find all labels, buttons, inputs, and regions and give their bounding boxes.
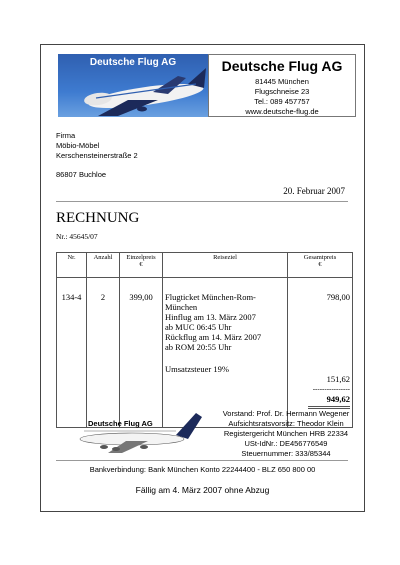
header-divider [56,201,348,202]
company-city: 81445 München [255,77,309,86]
company-phone: Tel.: 089 457757 [254,97,310,106]
header-nr: Nr. [57,253,87,278]
footer-steuer: Steuernummer: 333/85344 [241,449,331,458]
description-line: ab ROM 20:55 Uhr [165,342,232,352]
footer-register: Registergericht München HRB 22334 [223,429,349,438]
company-banner [58,54,208,117]
due-date: Fällig am 4. März 2007 ohne Abzug [135,485,270,495]
header-einzelpreis [120,253,163,278]
table-header-row [57,253,353,278]
invoice-number: Nr.: 45645/07 [56,232,98,241]
row-gesamtpreis-cell [288,278,353,428]
banner-title: Deutsche Flug AG [89,57,177,68]
row-einzelpreis: 399,00 [120,278,163,428]
company-name: Deutsche Flug AG [221,58,343,74]
header-reiseziel: Reiseziel [163,253,288,278]
header-gesamtpreis [288,253,353,278]
header-gesamtpreis-unit: € [318,261,322,268]
footer-divider [56,460,348,461]
description-line: Rückflug am 14. März 2007 [165,332,262,342]
recipient-city: 86807 Buchloe [56,170,107,179]
footer-logo [56,407,211,455]
invoice-items-table [56,252,353,428]
invoice-date: 20. Februar 2007 [283,186,345,196]
recipient-street: Kerschensteinerstraße 2 [56,151,138,160]
tax-value: 151,62 [326,374,350,384]
row-description [163,278,288,428]
sum-separator: ---------------- [312,385,350,393]
invoice-page [40,44,365,512]
description-line: Hinflug am 13. März 2007 [165,312,256,322]
table-row [57,278,353,428]
row-anzahl: 2 [87,278,120,428]
row-gesamtpreis: 798,00 [326,292,350,302]
description-line: ab MUC 06:45 Uhr [165,322,232,332]
company-street: Flugschneise 23 [254,87,310,96]
bank-details: Bankverbindung: Bank München Konto 22244400 - BLZ 650 800 00 [89,465,316,474]
footer-airplane-icon [56,407,211,455]
footer-ustid: USt-IdNr.: DE456776549 [244,439,328,448]
footer-vorstand: Vorstand: Prof. Dr. Hermann Wegener [222,409,350,418]
invoice-title: RECHNUNG [56,210,140,226]
company-web: www.deutsche-flug.de [245,107,319,116]
airplane-illustration [58,54,208,117]
invoice-total: 949,62 [326,394,350,404]
header-einzelpreis-unit: € [139,261,143,268]
header-gesamtpreis-label: Gesamtpreis [303,254,337,261]
header-einzelpreis-label: Einzelpreis [126,254,156,261]
recipient-label: Firma [56,131,76,140]
footer-aufsichtsrat: Aufsichtsratsvorsitz: Theodor Klein [228,419,344,428]
footer-logo-title: Deutsche Flug AG [88,419,153,428]
recipient-company: Möbio-Möbel [56,141,100,150]
company-header-box [208,54,356,117]
tax-label: Umsatzsteuer 19% [165,364,229,374]
header-anzahl: Anzahl [87,253,120,278]
row-nr: 134-4 [57,278,87,428]
description-line: Flugticket München-Rom-München [165,292,256,312]
